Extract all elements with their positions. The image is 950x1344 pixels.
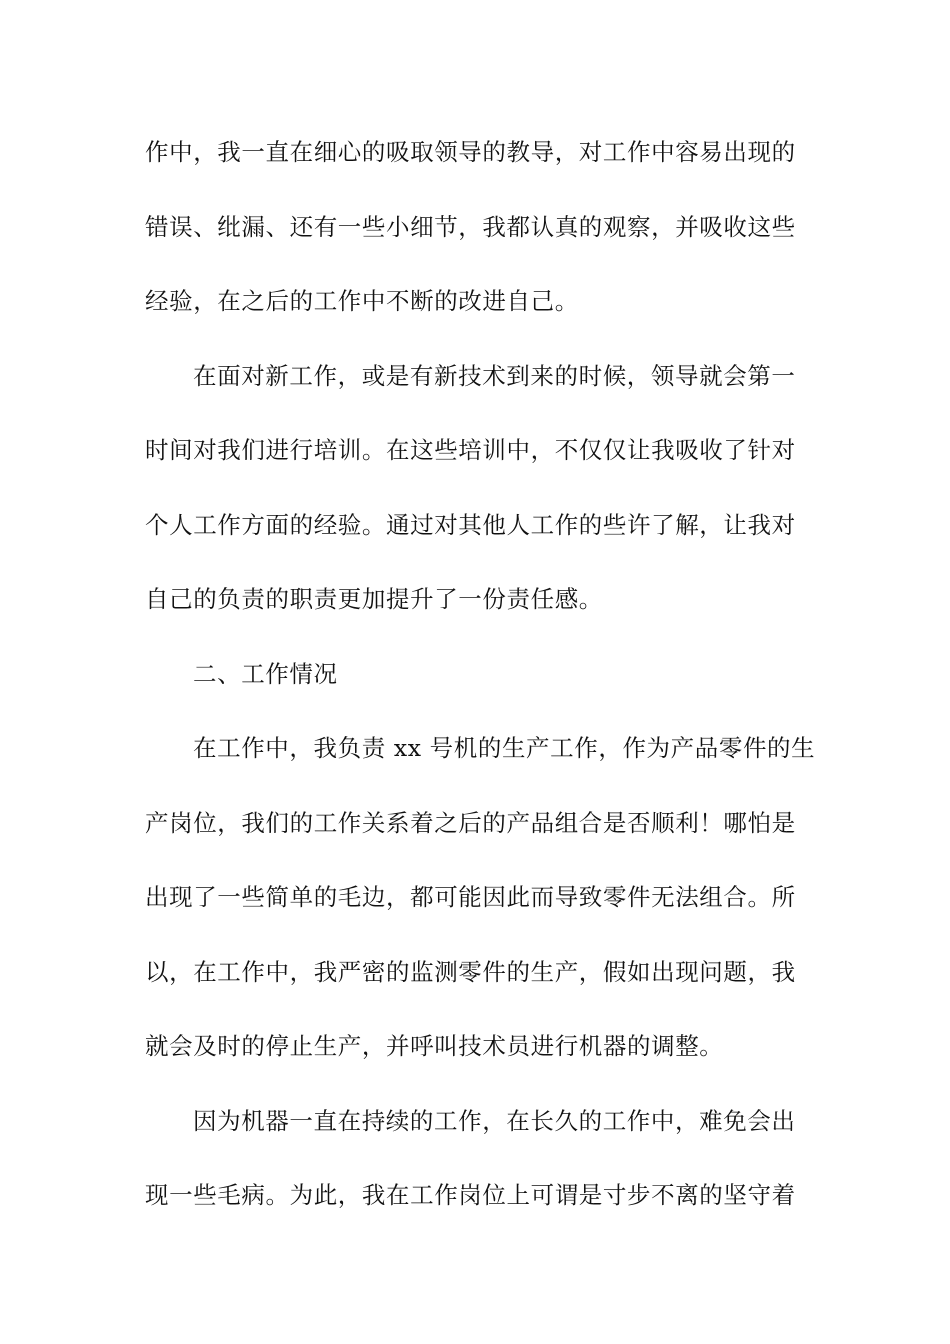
paragraph-start-line: 在面对新工作，或是有新技术到来的时候，领导就会第一 <box>193 361 796 390</box>
body-text <box>145 130 816 1248</box>
text-line: 时间对我们进行培训。在这些培训中，不仅仅让我吸收了针对 <box>145 436 796 464</box>
text-line: 个人工作方面的经验。通过对其他人工作的些许了解，让我对 <box>145 510 796 539</box>
text-line: 作中，我一直在细心的吸取领导的教导，对工作中容易出现的 <box>145 138 796 166</box>
text-line: 错误、纰漏、还有一些小细节，我都认真的观察，并吸收这些 <box>145 212 796 241</box>
text-line: 产岗位，我们的工作关系着之后的产品组合是否顺利！哪怕是 <box>145 808 796 837</box>
section-heading: 二、工作情况 <box>193 659 338 688</box>
text-line: 经验，在之后的工作中不断的改进自己。 <box>145 287 579 315</box>
text-line: 以，在工作中，我严密的监测零件的生产，假如出现问题，我 <box>145 957 796 986</box>
text-line: 就会及时的停止生产，并呼叫技术员进行机器的调整。 <box>145 1032 724 1060</box>
paragraph-start-line: 因为机器一直在持续的工作，在长久的工作中，难免会出 <box>193 1106 796 1135</box>
text-line: 自己的负责的职责更加提升了一份责任感。 <box>145 585 603 613</box>
paragraph-start-line: 在工作中，我负责 xx 号机的生产工作，作为产品零件的生 <box>193 734 816 762</box>
text-line: 现一些毛病。为此，我在工作岗位上可谓是寸步不离的坚守着 <box>145 1181 796 1209</box>
text-line: 出现了一些简单的毛边，都可能因此而导致零件无法组合。所 <box>145 883 796 911</box>
